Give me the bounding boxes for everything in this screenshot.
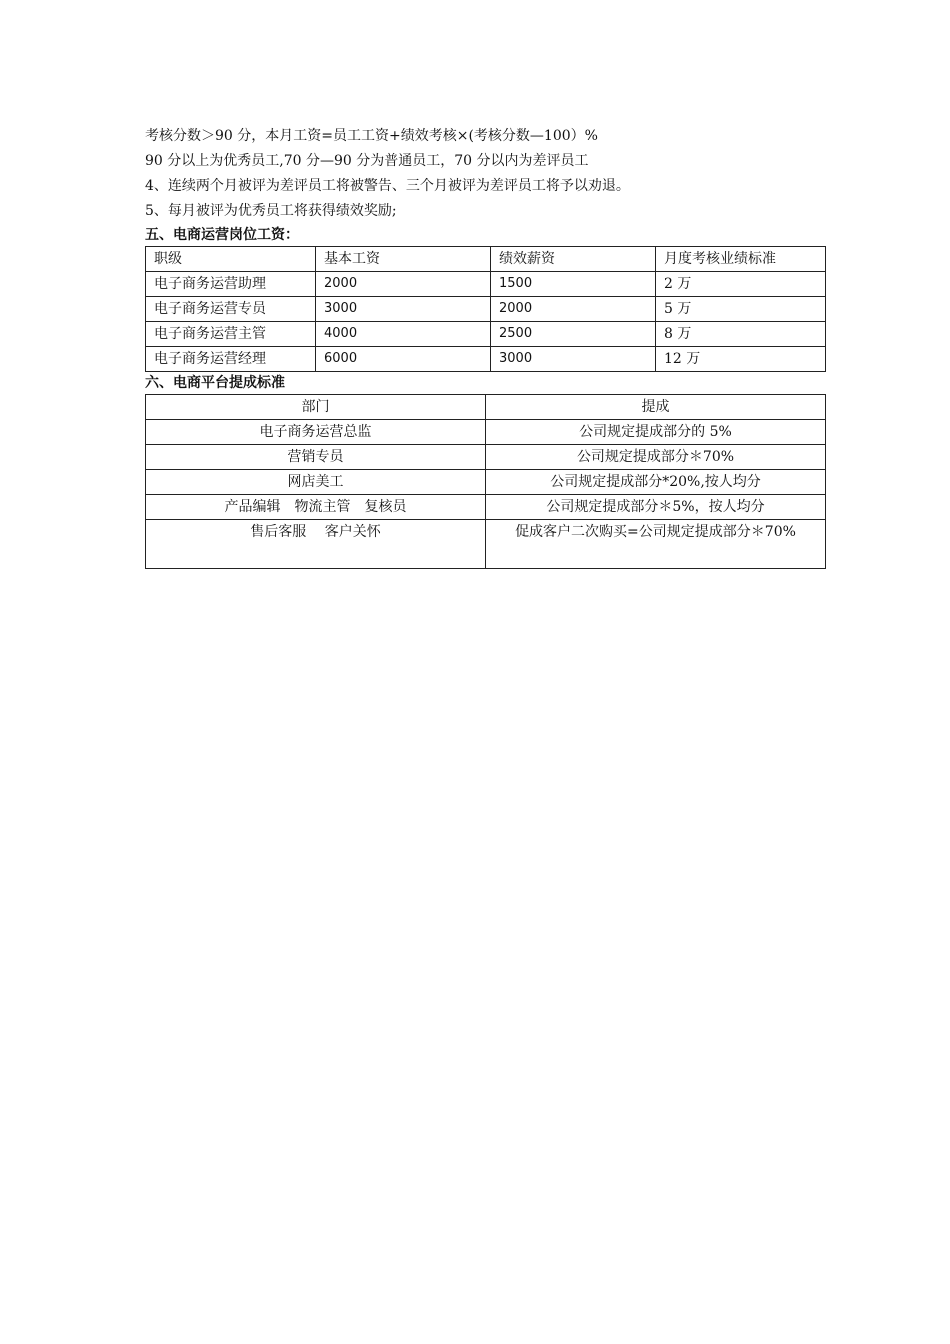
table-row (146, 347, 826, 372)
header-cell: 提成 (486, 395, 826, 420)
table-cell: 电子商务运营助理 (146, 272, 316, 297)
table-cell: 电子商务运营经理 (146, 347, 316, 372)
section-heading: 五、电商运营岗位工资： (145, 227, 299, 243)
table-cell: 电子商务运营主管 (146, 322, 316, 347)
table-cell: 促成客户二次购买=公司规定提成部分＊70% (486, 520, 826, 569)
table-row (146, 470, 826, 495)
table-cell: 2000 (316, 272, 491, 297)
table-cell: 营销专员 (146, 445, 486, 470)
table-cell: 公司规定提成部分＊5%，按人均分 (486, 495, 826, 520)
table-cell: 2 万 (656, 272, 826, 297)
table-cell: 网店美工 (146, 470, 486, 495)
paragraph: 考核分数＞90 分，本月工资=员工工资+绩效考核×(考核分数—100）% (145, 128, 598, 144)
paragraph: 5、每月被评为优秀员工将获得绩效奖励; (145, 203, 397, 219)
table-row (146, 495, 826, 520)
table-cell: 12 万 (656, 347, 826, 372)
table-cell: 6000 (316, 347, 491, 372)
paragraph: 4、连续两个月被评为差评员工将被警告、三个月被评为差评员工将予以劝退。 (145, 178, 630, 194)
commission-table (145, 394, 826, 569)
table-row (146, 420, 826, 445)
table-row (146, 445, 826, 470)
table-cell: 1500 (491, 272, 656, 297)
paragraph: 90 分以上为优秀员工,70 分—90 分为普通员工，70 分以内为差评员工 (145, 153, 589, 169)
table-cell: 8 万 (656, 322, 826, 347)
table-cell: 电子商务运营专员 (146, 297, 316, 322)
salary-table (145, 246, 826, 372)
table-cell: 电子商务运营总监 (146, 420, 486, 445)
header-cell: 部门 (146, 395, 486, 420)
document-page (145, 124, 825, 569)
table-cell: 5 万 (656, 297, 826, 322)
table-cell: 产品编辑 物流主管 复核员 (146, 495, 486, 520)
table-header-row (146, 395, 826, 420)
header-cell: 职级 (146, 247, 316, 272)
header-cell: 绩效薪资 (491, 247, 656, 272)
table-cell: 2500 (491, 322, 656, 347)
header-cell: 月度考核业绩标准 (656, 247, 826, 272)
table-header-row (146, 247, 826, 272)
table-cell: 2000 (491, 297, 656, 322)
header-cell: 基本工资 (316, 247, 491, 272)
table-row (146, 272, 826, 297)
table-cell: 4000 (316, 322, 491, 347)
table-cell: 售后客服 客户关怀 (146, 520, 486, 569)
table-cell: 公司规定提成部分*20%,按人均分 (486, 470, 826, 495)
table-cell: 3000 (316, 297, 491, 322)
table-row (146, 322, 826, 347)
table-cell: 3000 (491, 347, 656, 372)
table-cell: 公司规定提成部分＊70% (486, 445, 826, 470)
table-cell: 公司规定提成部分的 5% (486, 420, 826, 445)
table-row (146, 520, 826, 569)
section-heading: 六、电商平台提成标准 (145, 375, 285, 391)
table-row (146, 297, 826, 322)
